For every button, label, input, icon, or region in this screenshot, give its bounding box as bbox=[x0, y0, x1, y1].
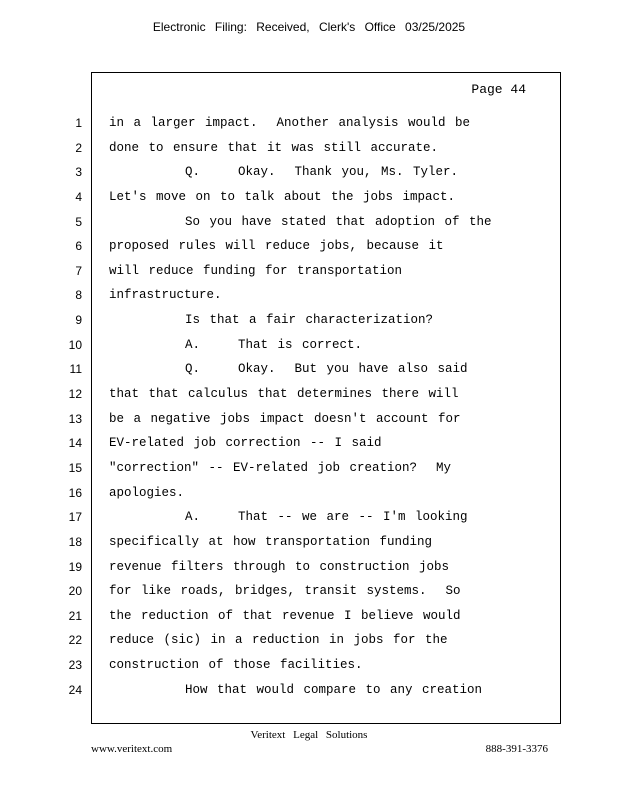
footer-company-name: Veritext Legal Solutions bbox=[250, 729, 368, 741]
line-number: 18 bbox=[68, 534, 82, 549]
footer-website: www.veritext.com bbox=[91, 743, 173, 755]
line-number: 13 bbox=[68, 411, 82, 426]
transcript-line: "correction" -- EV-related job creation? My bbox=[109, 460, 452, 475]
filing-stamp: Electronic Filing: Received, Clerk's Office 03/25/2025 bbox=[152, 20, 466, 34]
footer-phone: 888-391-3376 bbox=[485, 743, 548, 755]
page-number: Page 44 bbox=[471, 82, 526, 97]
transcript-line: apologies. bbox=[109, 485, 185, 500]
transcript-line: revenue filters through to construction jobs bbox=[109, 559, 450, 574]
transcript-body bbox=[109, 111, 539, 702]
transcript-line: done to ensure that it was still accurate. bbox=[109, 140, 439, 155]
transcript-line: infrastructure. bbox=[109, 288, 222, 303]
line-number: 14 bbox=[68, 436, 82, 451]
transcript-line: Let's move on to talk about the jobs impact. bbox=[109, 189, 456, 204]
transcript-line: A. That is correct. bbox=[109, 337, 363, 352]
transcript-line: proposed rules will reduce jobs, because it bbox=[109, 239, 444, 254]
line-number: 6 bbox=[75, 239, 82, 254]
line-number: 15 bbox=[68, 460, 82, 475]
line-number-column bbox=[60, 111, 82, 702]
line-number: 22 bbox=[68, 633, 82, 648]
transcript-line: for like roads, bridges, transit systems. So bbox=[109, 584, 461, 599]
line-number: 9 bbox=[75, 313, 82, 328]
line-number: 3 bbox=[75, 165, 82, 180]
transcript-line: construction of those facilities. bbox=[109, 658, 363, 673]
transcript-line: A. That -- we are -- I'm looking bbox=[109, 510, 468, 525]
transcript-line: EV-related job correction -- I said bbox=[109, 436, 382, 451]
transcript-line: will reduce funding for transportation bbox=[109, 263, 403, 278]
transcript-line: specifically at how transportation funding bbox=[109, 534, 433, 549]
line-number: 21 bbox=[68, 608, 82, 623]
line-number: 19 bbox=[68, 559, 82, 574]
line-number: 23 bbox=[68, 658, 82, 673]
transcript-line: So you have stated that adoption of the bbox=[109, 214, 492, 229]
transcript-line: in a larger impact. Another analysis would be bbox=[109, 116, 471, 130]
line-number: 1 bbox=[75, 116, 82, 130]
line-number: 5 bbox=[75, 214, 82, 229]
line-number: 4 bbox=[75, 189, 82, 204]
transcript-line: Q. Okay. But you have also said bbox=[109, 362, 468, 377]
transcript-line: the reduction of that revenue I believe would bbox=[109, 608, 461, 623]
line-number: 7 bbox=[75, 263, 82, 278]
line-number: 10 bbox=[68, 337, 82, 352]
line-number: 8 bbox=[75, 288, 82, 303]
transcript-line: be a negative jobs impact doesn't account for bbox=[109, 411, 461, 426]
transcript-line: How that would compare to any creation bbox=[109, 682, 483, 697]
line-number: 24 bbox=[68, 682, 82, 697]
transcript-line: Is that a fair characterization? bbox=[109, 313, 434, 328]
transcript-line: that that calculus that determines there will bbox=[109, 387, 459, 402]
transcript-line: Q. Okay. Thank you, Ms. Tyler. bbox=[109, 165, 459, 180]
line-number: 11 bbox=[69, 362, 82, 377]
line-number: 20 bbox=[68, 584, 82, 599]
line-number: 12 bbox=[68, 387, 82, 402]
transcript-line: reduce (sic) in a reduction in jobs for the bbox=[109, 633, 448, 648]
line-number: 17 bbox=[68, 510, 82, 525]
line-number: 16 bbox=[68, 485, 82, 500]
line-number: 2 bbox=[75, 140, 82, 155]
